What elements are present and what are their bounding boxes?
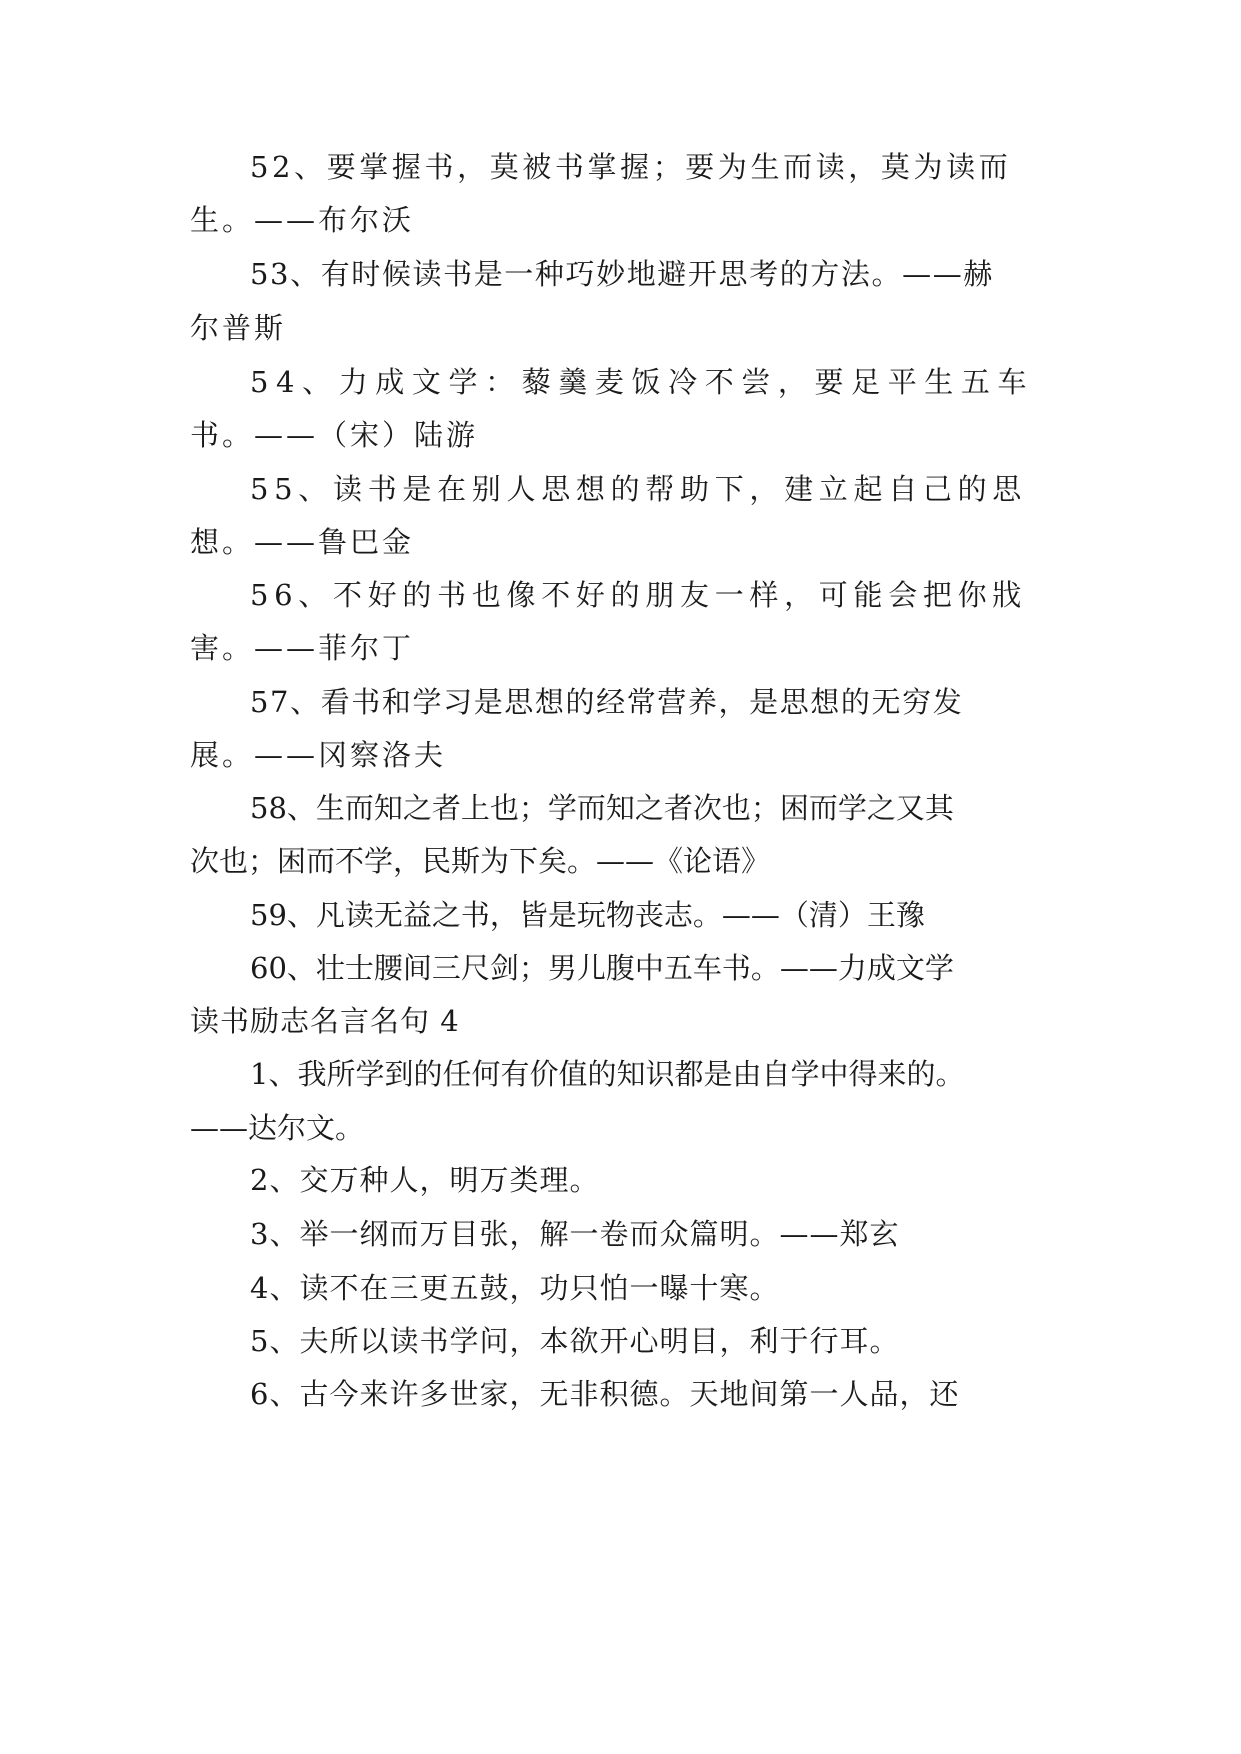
text-line: 1、我所学到的任何有价值的知识都是由自学中得来的。 <box>250 1057 965 1091</box>
text-line: 害。——菲尔丁 <box>190 631 415 665</box>
text-line: 53、有时候读书是一种巧妙地避开思考的方法。——赫 <box>250 257 994 291</box>
text-line: 展。——冈察洛夫 <box>190 738 447 772</box>
text-line: 54、力成文学：藜羹麦饭冷不尝，要足平生五车 <box>250 365 1035 399</box>
text-line: 2、交万种人，明万类理。 <box>250 1163 600 1197</box>
text-line: 60、壮士腰间三尺剑；男儿腹中五车书。——力成文学 <box>250 951 954 985</box>
text-line: 6、古今来许多世家，无非积德。天地间第一人品，还 <box>250 1377 960 1411</box>
text-line: 59、凡读无益之书，皆是玩物丧志。——（清）王豫 <box>250 898 925 932</box>
text-line: 57、看书和学习是思想的经常营养，是思想的无穷发 <box>250 685 964 719</box>
text-line: 次也；困而不学，民斯为下矣。——《论语》 <box>190 844 771 878</box>
text-line: 书。——（宋）陆游 <box>190 418 479 452</box>
text-line: 56、不好的书也像不好的朋友一样，可能会把你戕 <box>250 578 1028 612</box>
text-line: 生。——布尔沃 <box>190 203 415 237</box>
text-line: 尔普斯 <box>190 311 287 345</box>
text-line: 想。——鲁巴金 <box>190 525 415 559</box>
text-line: 3、举一纲而万目张，解一卷而众篇明。——郑玄 <box>250 1217 900 1251</box>
section-heading: 读书励志名言名句 4 <box>190 1004 460 1038</box>
text-line: 58、生而知之者上也；学而知之者次也；困而学之又其 <box>250 791 954 825</box>
text-line: 55、读书是在别人思想的帮助下，建立起自己的思 <box>250 472 1028 506</box>
text-line: 4、读不在三更五鼓，功只怕一曝十寒。 <box>250 1271 780 1305</box>
text-line: 52、要掌握书，莫被书掌握；要为生而读，莫为读而 <box>250 150 1012 184</box>
text-line: ——达尔文。 <box>190 1111 365 1145</box>
text-line: 5、夫所以读书学问，本欲开心明目，利于行耳。 <box>250 1324 900 1358</box>
